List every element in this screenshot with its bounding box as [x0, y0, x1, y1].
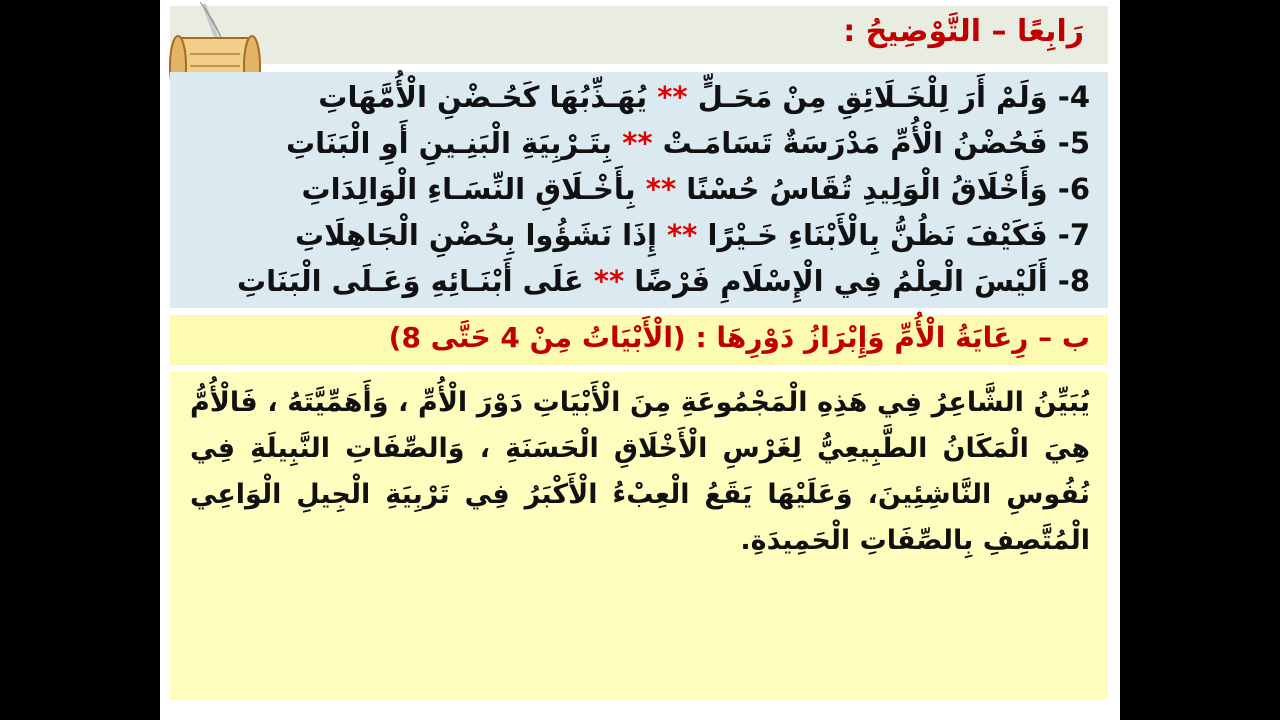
- verse-separator: **: [622, 126, 653, 160]
- verse-number: 4-: [1057, 80, 1090, 114]
- section-title: ب – رِعَايَةُ الْأُمِّ وَإِبْرَازُ دَوْرِهَا : (الْأَبْيَاتُ مِنْ 4 حَتَّى 8): [388, 321, 1090, 354]
- section-bar: [170, 315, 1108, 365]
- verse-separator: **: [657, 80, 688, 114]
- verse-second-hemistich: بِتَـرْبِيَةِ الْبَنِـينِ أَوِ الْبَنَاتِ: [285, 126, 613, 160]
- verse-separator: **: [593, 264, 625, 298]
- title-bar: [170, 6, 1108, 64]
- verse-number: 8-: [1057, 264, 1090, 298]
- verse-line: [286, 126, 1090, 160]
- verse-second-hemistich: يُهَـذِّبُهَا كَحُـضْنِ الْأُمَّهَاتِ: [318, 80, 648, 114]
- poem-box: [170, 72, 1108, 308]
- explanation-text: يُبَيِّنُ الشَّاعِرُ فِي هَذِهِ الْمَجْمُوعَةِ مِنَ الْأَبْيَاتِ دَوْرَ الْأُمِّ ، وَأَهَمِّيَّتَهُ ، فَالْأُمُّ هِيَ الْمَكَانُ الطَّبِيعِيُّ لِغَرْسِ الْأَخْلَاقِ الْحَسَنَةِ ، وَالصِّفَاتِ النَّبِيلَةِ فِي نُفُوسِ النَّاشِئِينَ، وَعَلَيْهَا يَقَعُ الْعِبْءُ الْأَكْبَرُ فِي تَرْبِيَةِ الْجِيلِ الْوَاعِي الْمُتَّصِفِ بِالصِّفَاتِ الْحَمِيدَةِ.: [190, 387, 1090, 556]
- verse-number: 6-: [1057, 172, 1090, 206]
- verse-second-hemistich: بِأَخْـلَاقِ النِّسَـاءِ الْوَالِدَاتِ: [301, 172, 636, 206]
- verse-first-hemistich: أَلَيْسَ الْعِلْمُ فِي الْإِسْلَامِ فَرْضًا: [634, 264, 1048, 298]
- slide-title: رَابِعًا – التَّوْضِيحُ :: [843, 14, 1084, 49]
- verse-second-hemistich: إِذَا نَشَؤُوا بِحُضْنِ الْجَاهِلَاتِ: [294, 218, 657, 252]
- verse-line: [237, 264, 1090, 298]
- verse-line: [301, 172, 1090, 206]
- verse-first-hemistich: وَأَخْلَاقُ الْوَلِيدِ تُقَاسُ حُسْنًا: [686, 172, 1048, 206]
- verse-line: [318, 80, 1090, 114]
- slide: [160, 0, 1120, 720]
- verse-first-hemistich: وَلَمْ أَرَ لِلْخَـلَائِقِ مِنْ مَحَـلٍّ: [697, 80, 1048, 114]
- verse-second-hemistich: عَلَى أَبْنَـائِهِ وَعَـلَى الْبَنَاتِ: [236, 264, 584, 298]
- verse-number: 7-: [1057, 218, 1090, 252]
- verse-number: 5-: [1057, 126, 1090, 160]
- verse-separator: **: [645, 172, 677, 206]
- verse-line: [295, 218, 1090, 252]
- verse-first-hemistich: فَكَيْفَ نَظُنُّ بِالْأَبْنَاءِ خَـيْرًا: [707, 218, 1048, 252]
- explanation-box: [170, 372, 1108, 700]
- verse-first-hemistich: فَحُضْنُ الْأُمِّ مَدْرَسَةٌ تَسَامَـتْ: [662, 126, 1048, 160]
- verse-separator: **: [667, 218, 698, 252]
